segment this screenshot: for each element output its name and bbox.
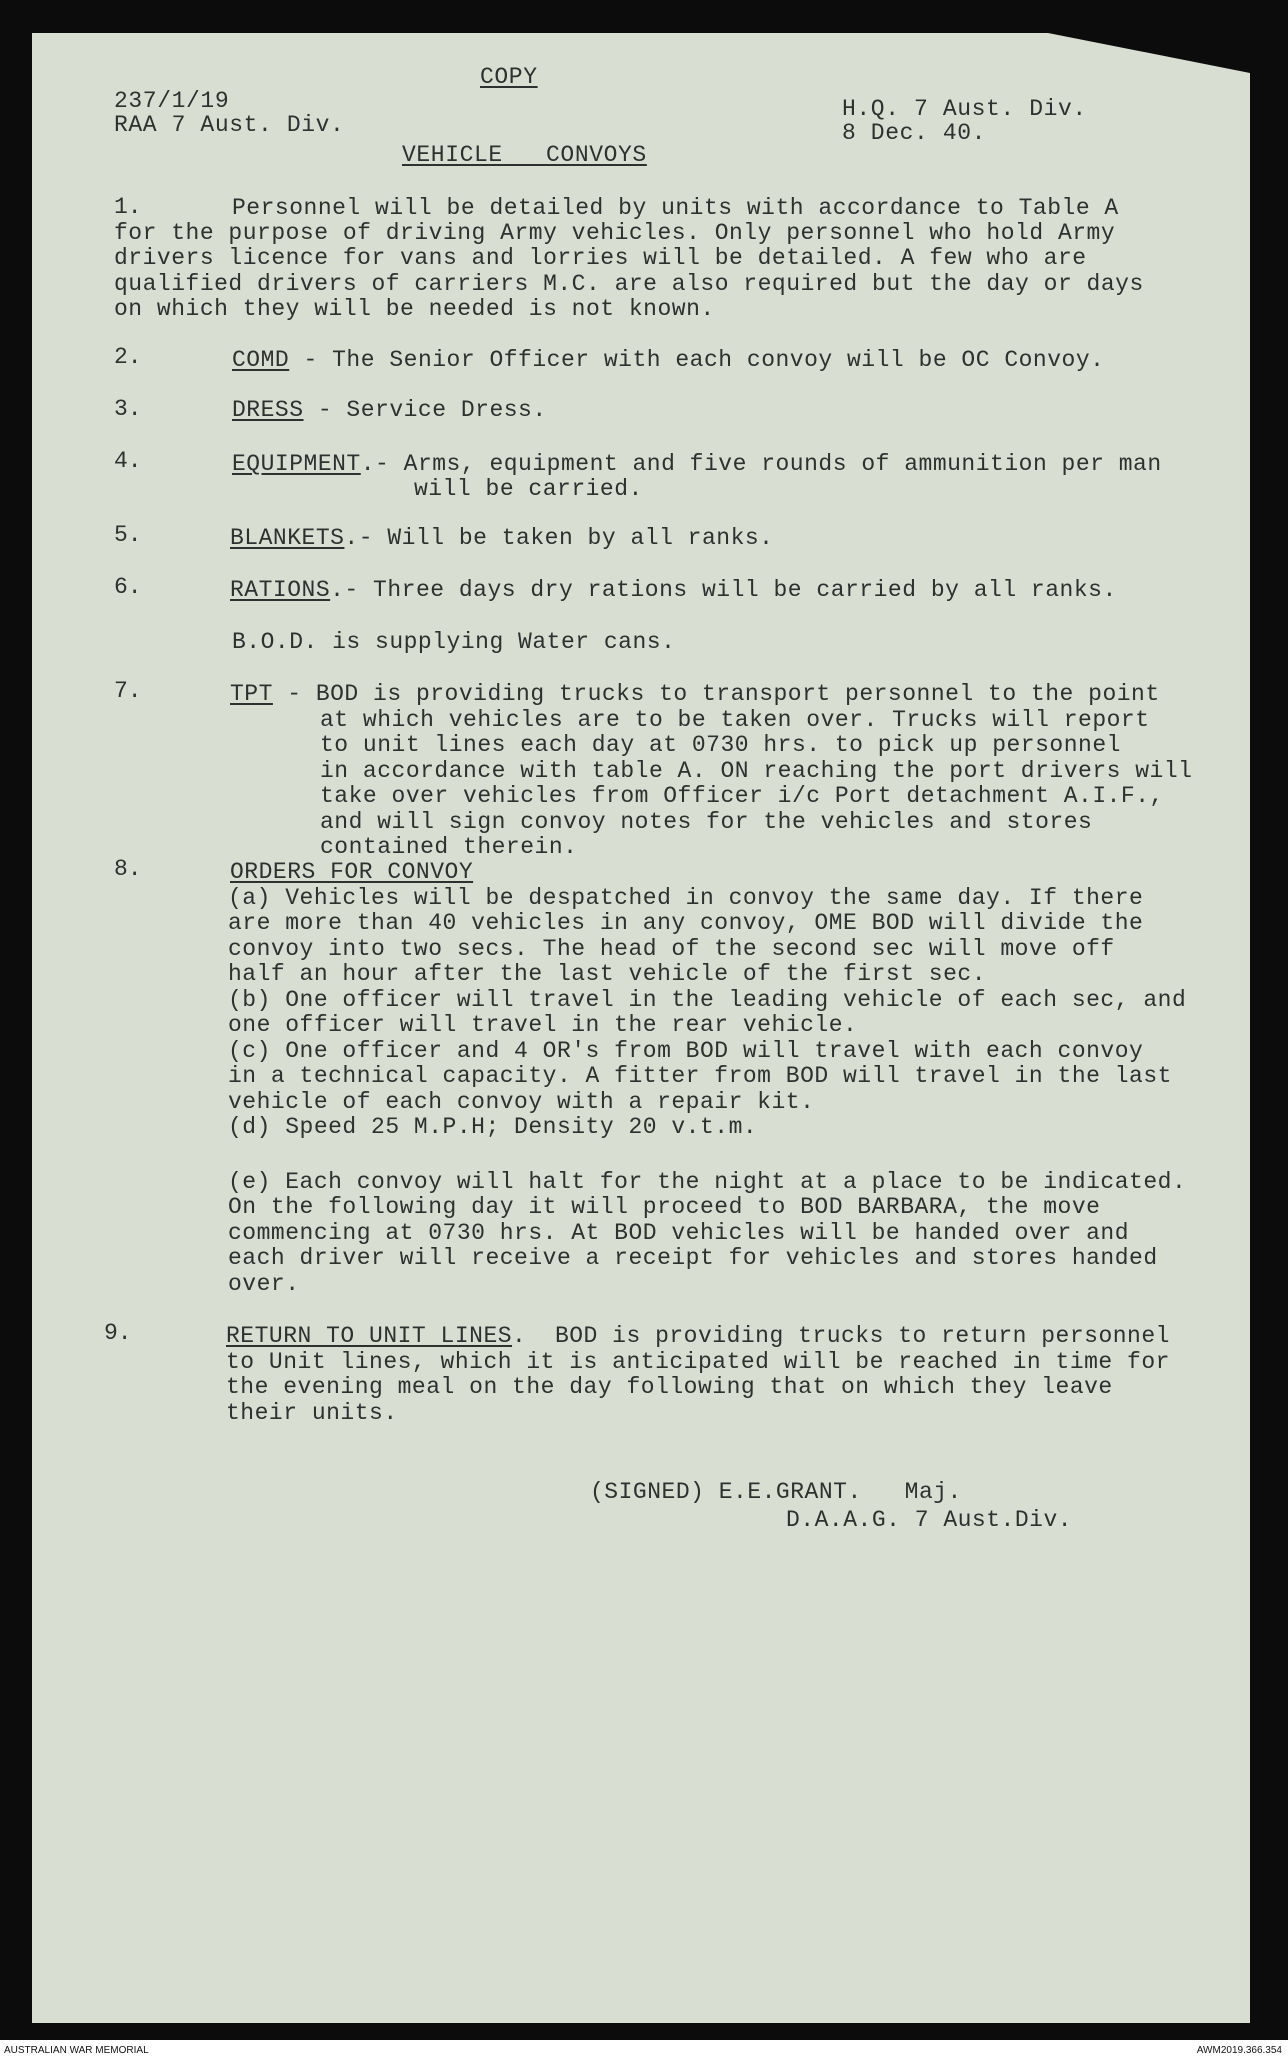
para-8-line-a4: half an hour after the last vehicle of the first sec. — [228, 961, 987, 987]
signature-line-2: D.A.A.G. 7 Aust.Div. — [786, 1507, 1073, 1533]
para-9 — [226, 1324, 1170, 1350]
para-8-number: 8. — [114, 856, 142, 882]
para-2-text: - The Senior Officer with each convoy will be OC Convoy. — [289, 347, 1105, 373]
copy-heading: COPY — [480, 64, 538, 90]
para-7-line-6: and will sign convoy notes for the vehicles and stores — [320, 809, 1093, 835]
para-6-heading: RATIONS — [230, 577, 331, 603]
para-7-line-7: contained therein. — [320, 834, 578, 860]
para-4 — [232, 452, 1162, 478]
para-7-line-3: to unit lines each day at 0730 hrs. to pick up personnel — [320, 732, 1121, 758]
para-8-line-e4: each driver will receive a receipt for vehicles and stores handed — [228, 1245, 1158, 1271]
para-3 — [232, 398, 547, 424]
footer — [0, 2045, 1288, 2059]
para-9-line-2: to Unit lines, which it is anticipated will be reached in time for — [226, 1349, 1170, 1375]
para-8-heading: ORDERS FOR CONVOY — [230, 859, 474, 885]
para-1-line-2: for the purpose of driving Army vehicles. Only personnel who hold Army — [114, 220, 1116, 246]
para-8-line-e1: (e) Each convoy will halt for the night at a place to be indicated. — [228, 1169, 1187, 1195]
para-1-line-1: Personnel will be detailed by units with accordance to Table A — [232, 195, 1119, 221]
para-7-heading: TPT — [230, 681, 273, 707]
para-3-heading: DRESS — [232, 397, 304, 423]
para-7-line-2: at which vehicles are to be taken over. Trucks will report — [320, 707, 1150, 733]
para-7-line-5: take over vehicles from Officer i/c Port detachment A.I.F., — [320, 783, 1164, 809]
para-8-line-a2: are more than 40 vehicles in any convoy, OME BOD will divide the — [228, 910, 1144, 936]
para-8-line-e5: over. — [228, 1271, 300, 1297]
para-8-line-c2: in a technical capacity. A fitter from BOD will travel in the last — [228, 1063, 1172, 1089]
footer-right: AWM2019.366.354 — [1196, 2045, 1282, 2056]
para-8-line-e2: On the following day it will proceed to BOD BARBARA, the move — [228, 1194, 1101, 1220]
para-8-line-d: (d) Speed 25 M.P.H; Density 20 v.t.m. — [228, 1114, 758, 1140]
para-6-number: 6. — [114, 574, 142, 600]
para-1-line-3: drivers licence for vans and lorries will be detailed. A few who are — [114, 245, 1087, 271]
para-1-line-4: qualified drivers of carriers M.C. are also required but the day or days — [114, 271, 1144, 297]
para-7-number: 7. — [114, 678, 142, 704]
document-title: VEHICLE CONVOYS — [402, 142, 647, 168]
para-3-number: 3. — [114, 396, 142, 422]
para-9-text: . BOD is providing trucks to return personnel — [512, 1323, 1170, 1349]
para-3-text: - Service Dress. — [303, 397, 547, 423]
para-6 — [230, 578, 1117, 604]
para-8-line-c1: (c) One officer and 4 OR's from BOD will travel with each convoy — [228, 1038, 1144, 1064]
para-7 — [230, 682, 1160, 708]
para-7-text: - BOD is providing trucks to transport personnel to the point — [272, 681, 1160, 707]
para-5-number: 5. — [114, 522, 142, 548]
para-9-heading: RETURN TO UNIT LINES — [226, 1323, 513, 1349]
para-5-text: .- Will be taken by all ranks. — [344, 525, 774, 551]
para-4-text: .- Arms, equipment and five rounds of ammunition per man — [360, 451, 1162, 477]
signature-line-1: (SIGNED) E.E.GRANT. Maj. — [590, 1479, 962, 1505]
para-8-line-a3: convoy into two secs. The head of the second sec will move off — [228, 936, 1115, 962]
para-5 — [230, 526, 774, 552]
reference-number: 237/1/19 — [114, 88, 230, 114]
para-2-number: 2. — [114, 344, 142, 370]
para-8-line-c3: vehicle of each convoy with a repair kit. — [228, 1089, 815, 1115]
para-1-line-5: on which they will be needed is not known. — [114, 296, 715, 322]
para-5-heading: BLANKETS — [230, 525, 345, 551]
para-8-line-e3: commencing at 0730 hrs. At BOD vehicles will be handed over and — [228, 1220, 1130, 1246]
footer-left: AUSTRALIAN WAR MEMORIAL — [4, 2045, 149, 2056]
para-9-number: 9. — [104, 1320, 132, 1346]
para-1-number: 1. — [114, 194, 142, 220]
para-6-text: .- Three days dry rations will be carried by all ranks. — [330, 577, 1117, 603]
para-9-line-4: their units. — [226, 1400, 398, 1426]
para-8-line-b2: one officer will travel in the rear vehicle. — [228, 1012, 858, 1038]
headquarters: H.Q. 7 Aust. Div. — [842, 96, 1087, 122]
para-2-heading: COMD — [232, 347, 290, 373]
para-8-line-a1: (a) Vehicles will be despatched in convoy the same day. If there — [228, 885, 1144, 911]
para-4-line-2: will be carried. — [414, 476, 643, 502]
document-date: 8 Dec. 40. — [842, 120, 987, 146]
para-8-line-b1: (b) One officer will travel in the leading vehicle of each sec, and — [228, 987, 1187, 1013]
reference-unit: RAA 7 Aust. Div. — [114, 112, 345, 138]
para-6-line-2: B.O.D. is supplying Water cans. — [232, 629, 676, 655]
para-2 — [232, 348, 1104, 374]
para-7-line-4: in accordance with table A. ON reaching the port drivers will — [320, 758, 1193, 784]
para-4-heading: EQUIPMENT — [232, 451, 361, 477]
para-9-line-3: the evening meal on the day following that on which they leave — [226, 1374, 1113, 1400]
para-4-number: 4. — [114, 448, 142, 474]
